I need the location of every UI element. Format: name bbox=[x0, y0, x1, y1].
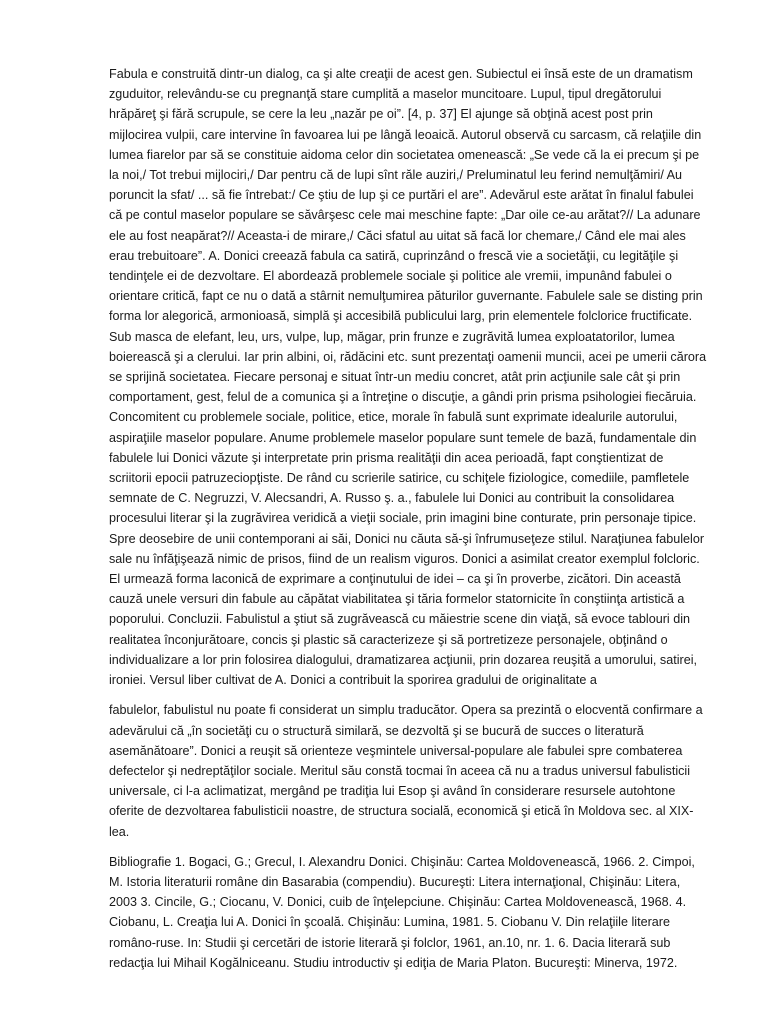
paragraph-conclusion-continued: fabulelor, fabulistul nu poate fi considerat un simplu traducător. Opera sa prezintă o elocventă confirmare a adevărului că „în societăţi cu o structură similară, se dezvoltă şi se bucură de succes o literatură asemănătoare”. Donici a reuşit să orienteze veşmintele universal-populare ale fabulei spre combaterea defectelor şi nedreptăţilor sociale. Meritul său constă tocmai în aceea că nu a tradus universul fabulisticii universale, ci l-a aclimatizat, mergând pe tradiţia lui Esop şi având în considerare resursele autohtone oferite de dezvoltarea fabulisticii noastre, de structura socială, economică şi etică în Moldova sec. al XIX-lea. bbox=[109, 703, 703, 839]
document-page bbox=[109, 64, 709, 973]
paragraph-bibliography: Bibliografie 1. Bogaci, G.; Grecul, I. Alexandru Donici. Chişinău: Cartea Moldovenească, 1966. 2. Cimpoi, M. Istoria literaturii române din Basarabia (compendiu). Bucureşti: Litera internaţional, Chişinău: Litera, 2003 3. Cincile, G.; Ciocanu, V. Donici, cuib de înţelepciune. Chişinău: Cartea Moldovenească, 1968. 4. Ciobanu, L. Creaţia lui A. Donici în şcoală. Chişinău: Lumina, 1981. 5. Ciobanu V. Din relaţiile literare româno-ruse. In: Studii şi cercetări de istorie literară şi folclor, 1961, an.10, nr. 1. 6. Dacia literară sub redacţia lui Mihail Kogălniceanu. Studiu introductiv şi ediţia de Maria Platon. Bucureşti: Minerva, 1972. bbox=[109, 854, 695, 970]
paragraph-fabula-analysis: Fabula e construită dintr-un dialog, ca şi alte creaţii de acest gen. Subiectul ei însă este de un dramatism zguduitor, relevându-se cu pregnanţă stare cumplită a maselor muncitoare. Lupul, tipul dregătorului hrăpăreţ şi fără scrupule, se cere la leu „nazăr pe oi”. [4, p. 37] El ajunge să obţină acest post prin mijlocirea vulpii, care intervine în favoarea lui pe lângă leoaică. Autorul observă cu sarcasm, că relaţiile din lumea fiarelor par să se constituie aidoma celor din societatea omenească: „Se vede că la ei precum şi pe la noi,/ Tot trebui mijlociri,/ Dar pentru că de lupi sînt răle auziri,/ Preluminatul leu ferind nemulţămiri/ Au poruncit la sfat/ ... să fie întrebat:/ Ce ştiu de lup şi ce purtări el are”. Adevărul este arătat în finalul fabulei că pe contul maselor populare se săvârşesc cele mai meschine fapte: „Dar oile ce-au arătat?// La adunare ele au fost neapărat?// Aceasta-i de mirare,/ Căci sfatul au uitat să facă lor chemare,/ Când ele mai ales erau trebuitoare”. A. Donici creează fabula ca satiră, cuprinzând o frescă vie a societăţii, cu legităţile şi tendinţele ei de dezvoltare. El abordează problemele sociale şi politice ale vremii, impunând fabulei o orientare critică, fapt ce nu o dată a stârnit nemulţumirea păturilor guvernante. Fabulele sale se disting prin forma lor alegorică, armonioasă, simplă şi accesibilă publicului larg, prin elementele folclorice fructificate. Sub masca de elefant, leu, urs, vulpe, lup, măgar, prin frunze e zugrăvită lumea exploatatorilor, lumea boierească şi a clerului. Iar prin albini, oi, rădăcini etc. sunt prezentaţi oamenii muncii, acei pe umerii cărora se sprijină societatea. Fiecare personaj e situat într-un mediu concret, atât prin acţiunile sale cât şi prin comportament, gest, felul de a comunica şi a întreţine o discuţie, a gândi prin prisma psihologiei fiecăruia. Concomitent cu problemele sociale, politice, etice, morale în fabulă sunt exprimate idealurile autorului, aspiraţiile maselor populare. Anume problemele maselor populare sunt temele de bază, fundamentale din fabulele lui Donici văzute şi interpretate prin prisma realităţii din acea perioadă, fapt conştientizat de scriitorii epocii patruzeciopţiste. De rând cu scrierile satirice, cu schiţele fiziologice, comediile, pamfletele semnate de C. Negruzzi, V. Alecsandri, A. Russo ş. a., fabulele lui Donici au contribuit la consolidarea procesului literar şi la zugrăvirea veridică a vieţii sociale, prin imagini bine conturate, prin personaje tipice. Spre deosebire de unii contemporani ai săi, Donici nu căuta să-şi înfrumuseţeze stilul. Naraţiunea fabulelor sale nu înfăţişează nimic de prisos, fiind de un realism viguros. Donici a asimilat creator exemplul folcloric. El urmează forma laconică de exprimare a conţinutului de idei – ca şi în proverbe, zicători. Din această cauză unele versuri din fabule au căpătat viabilitatea şi tăria formelor statornicite în conştiinţa artistică a poporului. Concluzii. Fabulistul a ştiut să zugrăvească cu măiestrie scene din viaţă, să evoce tablouri din realitatea înconjurătoare, concis şi plastic să caracterizeze şi să portretizeze personajele, obţinând o individualizare a lor prin folosirea dialogului, dramatizarea acţiunii, prin dozarea reuşită a umorului, satirei, ironiei. Versul liber cultivat de A. Donici a contribuit la sporirea gradului de originalitate a bbox=[109, 67, 707, 688]
